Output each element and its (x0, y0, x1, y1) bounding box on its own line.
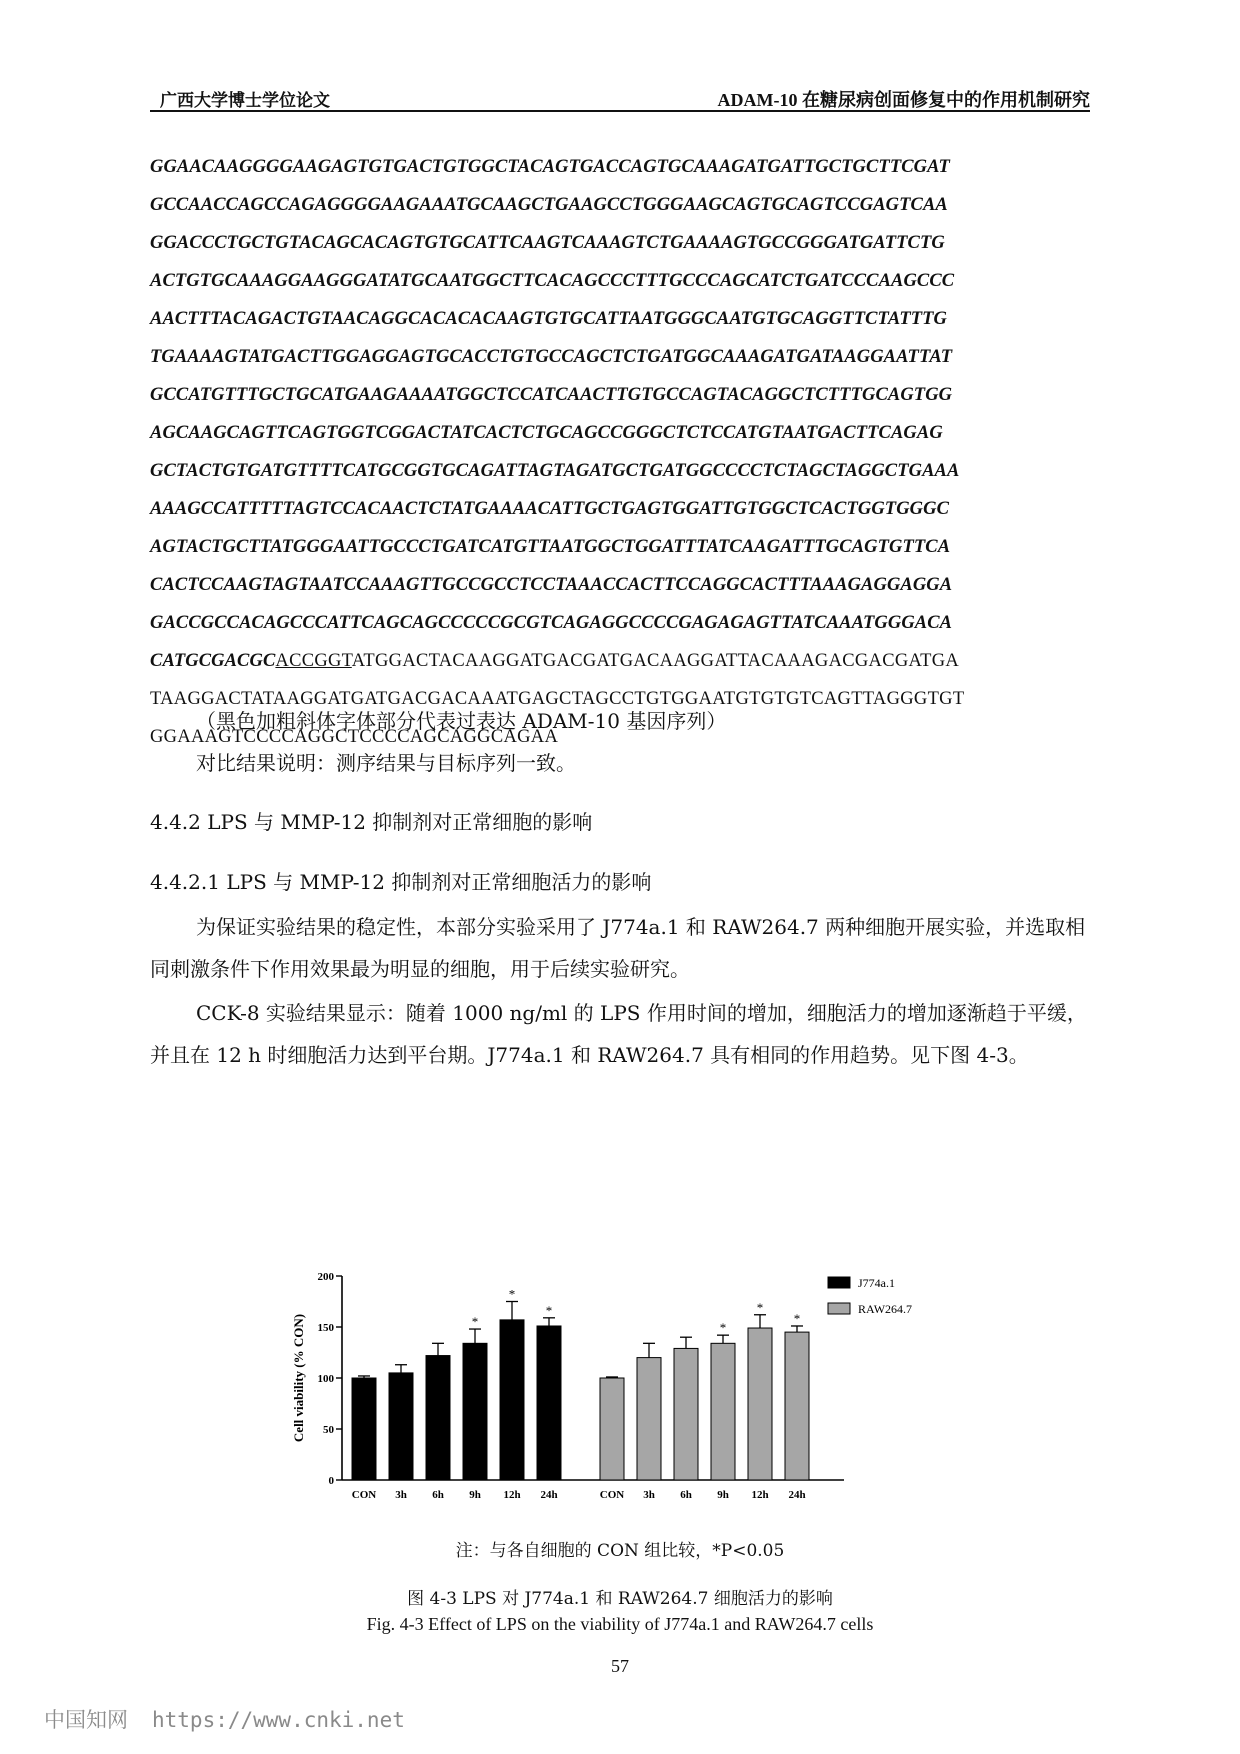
sequence-line: ACTGTGCAAAGGAAGGGATATGCAATGGCTTCACAGCCCTTTGCCCAGCATCTGATCCCAAGCCC (150, 271, 955, 291)
significance-mark: * (756, 1299, 764, 1315)
sequence-line: AAAGCCATTTTTAGTCCACAACTCTATGAAAACATTGCTGAGTGGATTGTGGCTCACTGGTGGGC (150, 499, 950, 519)
sequence-line: GCCAACCAGCCAGAGGGGAAGAAATGCAAGCTGAAGCCTGGGAAGCAGTGCAGTCCGAGTCAA (150, 195, 948, 215)
sequence-line: GGAAAGTCCCCAGGCTCCCCAGCAGGCAGAA (150, 727, 559, 747)
x-tick-label: 12h (503, 1489, 521, 1501)
bar (426, 1356, 450, 1480)
significance-mark: * (471, 1314, 479, 1330)
sequence-mixed-line (150, 642, 1095, 680)
bar-chart-svg (290, 1262, 970, 1522)
sequence-line: TAAGGACTATAAGGATGATGACGACAAATGAGCTAGCCTGTGGAATGTGTGTCAGTTAGGGTGT (150, 689, 965, 709)
x-tick-label: 3h (643, 1489, 655, 1501)
x-tick-label: CON (351, 1489, 377, 1501)
bar (637, 1358, 661, 1480)
sequence-line: AACTTTACAGACTGTAACAGGCACACACAAGTGTGCATTAATGGGCAATGTGCAGGTTCTATTTG (150, 309, 948, 329)
bar (352, 1378, 376, 1480)
bar (674, 1348, 698, 1480)
paragraph-1: 为保证实验结果的稳定性，本部分实验采用了 J774a.1 和 RAW264.7 两种细胞开展实验，并选取相同刺激条件下作用效果最为明显的细胞，用于后续实验研究。 (150, 915, 1086, 981)
watermark-url: https://www.cnki.net (152, 1708, 405, 1732)
figure-note-text: 注：与各自细胞的 CON 组比较，*P<0.05 (455, 1541, 785, 1561)
sequence-line: TGAAAAGTATGACTTGGAGGAGTGCACCTGTGCCAGCTCTGATGGCAAAGATGATAAGGAATTAT (150, 347, 953, 367)
y-axis-label: Cell viability (% CON) (291, 1313, 306, 1443)
legend-swatch (828, 1277, 850, 1288)
sequence-line: GACCGCCACAGCCCATTCAGCAGCCCCCGCGTCAGAGGCCCCGAGAGAGTTATCAAATGGGACA (150, 613, 953, 633)
significance-mark: * (719, 1320, 727, 1336)
bar (537, 1326, 561, 1480)
x-tick-label: 9h (469, 1489, 481, 1501)
sequence-line: GCCATGTTTGCTGCATGAAGAAAATGGCTCCATCAACTTGTGCCAGTACAGGCTCTTTGCAGTGG (150, 385, 953, 405)
bar (389, 1373, 413, 1480)
header-thesis-title: 广西大学博士学位论文 (160, 91, 330, 111)
gene-sequence (150, 148, 1095, 756)
legend-swatch (828, 1303, 850, 1314)
sequence-bold-segment: CATGCGACGC (150, 651, 276, 671)
running-header (150, 84, 1090, 112)
figure-4-3-chart (290, 1262, 970, 1522)
x-tick-label: 3h (395, 1489, 407, 1501)
sequence-line: AGTACTGCTTATGGGAATTGCCCTGATCATGTTAATGGCTGGATTTATCAAGATTTGCAGTGTTCA (150, 537, 951, 557)
figure-note (0, 1536, 1240, 1561)
series-group (352, 1287, 561, 1502)
sequence-plain-segment: ATGGACTACAAGGATGACGATGACAAGGATTACAAAGACGACGATGA (351, 651, 960, 671)
bar (463, 1343, 487, 1480)
y-tick-label: 100 (317, 1373, 334, 1385)
paragraph-2: CCK-8 实验结果显示：随着 1000 ng/ml 的 LPS 作用时间的增加，细胞活力的增加逐渐趋于平缓，并且在 12 h 时细胞活力达到平台期。J774a.1 和 RAW264.7 具有相同的作用趋势。见下图 4-3。 (150, 1001, 1087, 1067)
bar (711, 1343, 735, 1480)
x-tick-label: 9h (717, 1489, 729, 1501)
bar (500, 1320, 524, 1480)
cnki-watermark (44, 1704, 405, 1734)
significance-mark: * (793, 1310, 801, 1326)
section-heading: 4.4.2 LPS 与 MMP-12 抑制剂对正常细胞的影响 (150, 810, 593, 834)
sequence-restriction-site: ACCGGT (275, 651, 352, 671)
x-tick-label: 24h (788, 1489, 806, 1501)
page-number: 57 (611, 1656, 629, 1676)
sequence-line: GGACCCTGCTGTACAGCACAGTGTGCATTCAAGTCAAAGTCTGAAAAGTGCCGGGATGATTCTG (150, 233, 945, 253)
subsection-heading: 4.4.2.1 LPS 与 MMP-12 抑制剂对正常细胞活力的影响 (150, 870, 652, 894)
x-tick-label: 6h (432, 1489, 444, 1501)
comparison-note: 对比结果说明：测序结果与目标序列一致。 (196, 751, 576, 775)
y-tick-label: 50 (323, 1424, 334, 1436)
sequence-line: CACTCCAAGTAGTAATCCAAAGTTGCCGCCTCCTAAACCACTTCCAGGCACTTTAAAGAGGAGGA (150, 575, 953, 595)
sequence-line: GGAACAAGGGGAAGAGTGTGACTGTGGCTACAGTGACCAGTGCAAAGATGATTGCTGCTTCGAT (150, 157, 950, 177)
sequence-line: GCTACTGTGATGTTTTCATGCGGTGCAGATTAGTAGATGCTGATGGCCCCTCTAGCTAGGCTGAAA (150, 461, 960, 481)
bar (748, 1328, 772, 1480)
figure-caption-en: Fig. 4-3 Effect of LPS on the viability of J774a.1 and RAW264.7 cells (366, 1614, 874, 1634)
y-tick-label: 150 (317, 1322, 334, 1334)
watermark-brand: 中国知网 (44, 1708, 128, 1732)
x-tick-label: 6h (680, 1489, 692, 1501)
y-tick-label: 0 (328, 1475, 334, 1487)
sequence-note: （黑色加粗斜体字体部分代表过表达 ADAM-10 基因序列） (196, 709, 727, 733)
significance-mark: * (545, 1302, 553, 1318)
bar (600, 1378, 624, 1480)
header-chapter-title: ADAM-10 在糖尿病创面修复中的作用机制研究 (717, 90, 1090, 110)
x-tick-label: CON (599, 1489, 625, 1501)
y-tick-label: 200 (317, 1271, 334, 1283)
legend-label: J774a.1 (858, 1276, 895, 1290)
sequence-line: AGCAAGCAGTTCAGTGGTCGGACTATCACTCTGCAGCCGGGCTCTCCATGTAATGACTTCAGAG (150, 423, 943, 443)
x-tick-label: 12h (751, 1489, 769, 1501)
figure-caption-zh: 图 4-3 LPS 对 J774a.1 和 RAW264.7 细胞活力的影响 (407, 1589, 833, 1609)
bar (785, 1332, 809, 1480)
legend-label: RAW264.7 (858, 1302, 913, 1316)
significance-mark: * (508, 1286, 516, 1302)
x-tick-label: 24h (540, 1489, 558, 1501)
series-group (600, 1300, 809, 1501)
